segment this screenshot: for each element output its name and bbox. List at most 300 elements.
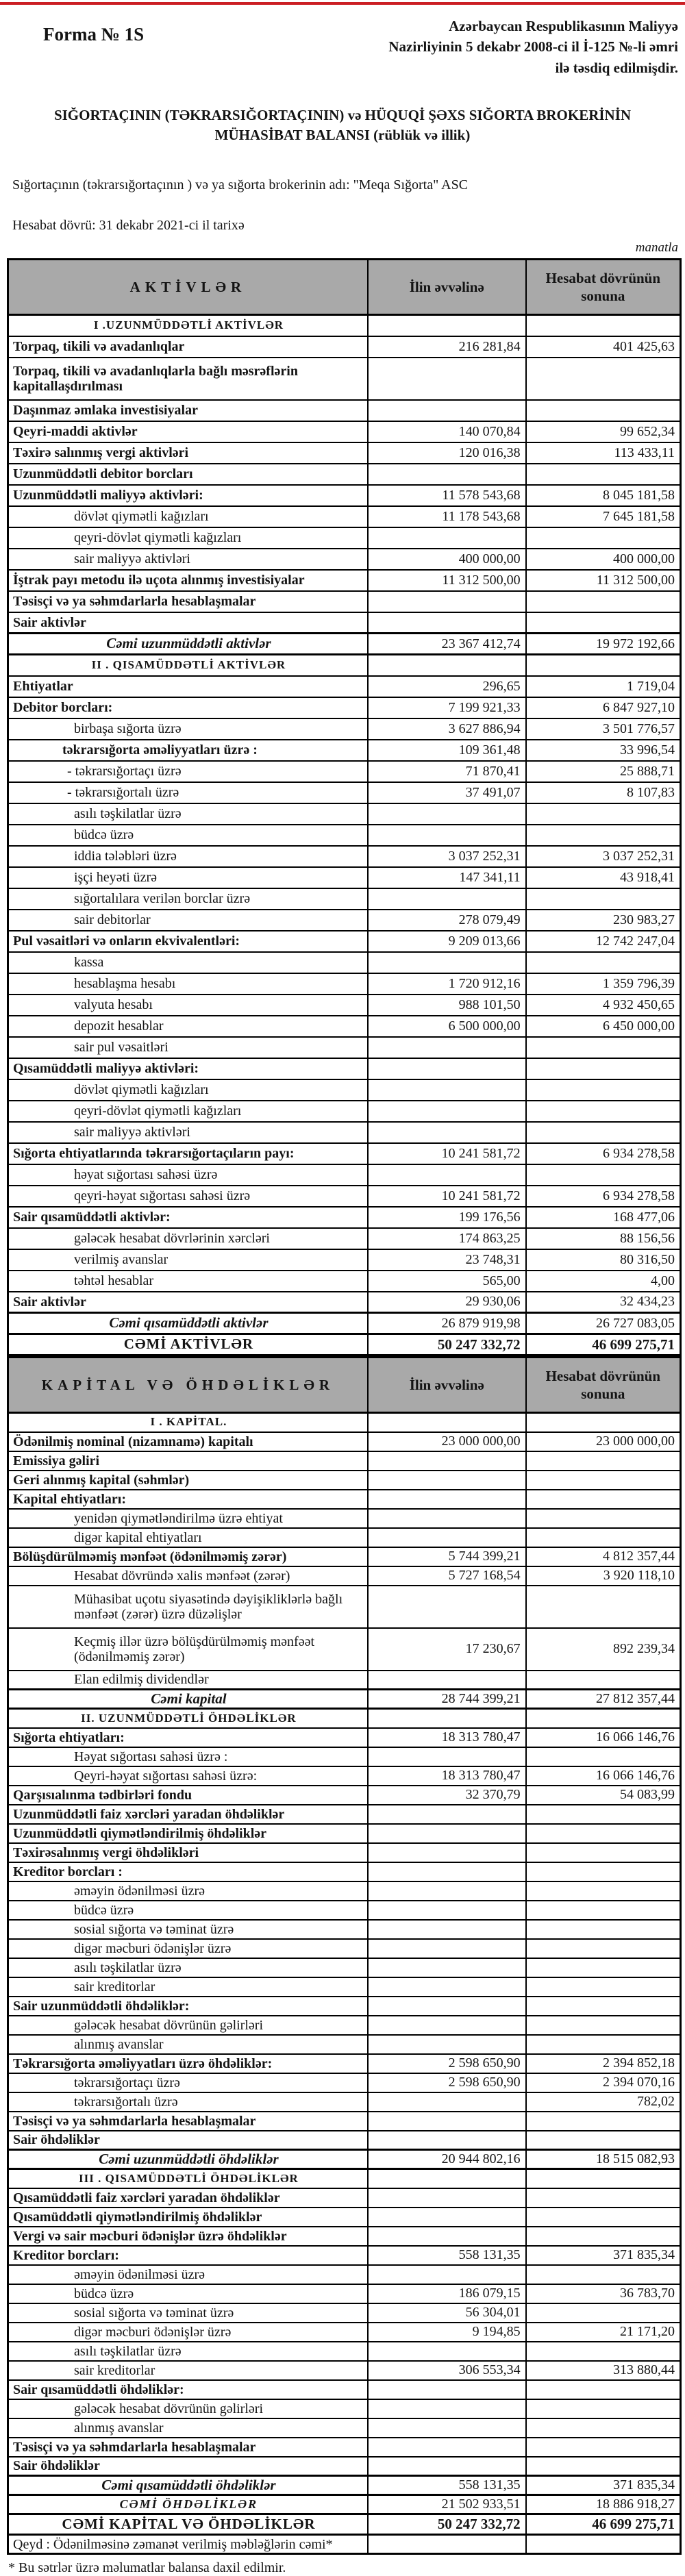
row-label: Keçmiş illər üzrə bölüşdürülməmiş mənfəət (ödənilməmiş zərər) (8, 1628, 368, 1671)
table-row (8, 1313, 681, 1334)
value-start-of-year: 296,65 (368, 676, 526, 697)
row-label: I . KAPİTAL. (8, 1413, 368, 1432)
row-label: iddia tələbləri üzrə (8, 846, 368, 867)
row-label: Cəmi kapital (8, 1690, 368, 1709)
table-row (8, 1122, 681, 1143)
value-start-of-year (368, 2418, 526, 2438)
row-label: büdcə üzrə (8, 2284, 368, 2303)
row-label: Uzunmüddətli qiymətləndirilmiş öhdəliklər (8, 1824, 368, 1843)
table-row (8, 1471, 681, 1490)
table-row (8, 1547, 681, 1566)
value-start-of-year (368, 1958, 526, 1977)
value-start-of-year: 71 870,41 (368, 761, 526, 782)
row-label: Kreditor borcları: (8, 2246, 368, 2265)
row-label: Sair öhdəliklər (8, 2131, 368, 2150)
document-title-line-1: SIĞORTAÇININ (TƏKRARSIĞORTAÇININ) və HÜQUQİ ŞƏXS SIĞORTA BROKERİNİN (53, 107, 632, 124)
table-row (8, 846, 681, 867)
table-row (8, 1016, 681, 1037)
value-end-of-period: 371 835,34 (526, 2476, 681, 2495)
value-start-of-year (368, 591, 526, 612)
table-row (8, 2073, 681, 2092)
table-row (8, 1843, 681, 1862)
value-start-of-year: 216 281,84 (368, 336, 526, 358)
row-label: CƏMİ ÖHDƏLİKLƏR (8, 2495, 368, 2514)
value-end-of-period: 46 699 275,71 (526, 1334, 681, 1355)
table-row (8, 655, 681, 676)
row-label: Həyat sığortası sahəsi üzrə : (8, 1747, 368, 1766)
value-end-of-period (526, 2399, 681, 2418)
value-start-of-year (368, 2188, 526, 2208)
row-label: digər məcburi ödənişlər üzrə (8, 1939, 368, 1958)
table-row (8, 1805, 681, 1824)
value-start-of-year (368, 1528, 526, 1547)
row-label: gələcək hesabat dövrlərinin xərcləri (8, 1228, 368, 1249)
value-start-of-year (368, 1413, 526, 1432)
row-label: Vergi və sair məcburi ödənişlər üzrə öhdəliklər (8, 2227, 368, 2246)
value-start-of-year (368, 1164, 526, 1186)
table-row (8, 676, 681, 697)
table-row (8, 2131, 681, 2150)
table-row (8, 1101, 681, 1122)
row-label: alınmış avanslar (8, 2418, 368, 2438)
value-end-of-period (526, 1709, 681, 1728)
row-label: sair kreditorlar (8, 1977, 368, 1997)
row-label: CƏMİ KAPİTAL VƏ ÖHDƏLİKLƏR (8, 2514, 368, 2535)
row-label: Uzunmüddətli faiz xərcləri yaradan öhdəliklər (8, 1805, 368, 1824)
value-start-of-year (368, 612, 526, 634)
row-label: təkrarsığorta əməliyyatları üzrə : (8, 740, 368, 761)
value-start-of-year: 2 598 650,90 (368, 2073, 526, 2092)
row-label: Sair qısamüddətli aktivlər: (8, 1207, 368, 1228)
currency-note: manatla (635, 240, 678, 255)
value-start-of-year (368, 1079, 526, 1101)
table-row (8, 2476, 681, 2495)
value-end-of-period: 23 000 000,00 (526, 1432, 681, 1451)
value-start-of-year (368, 1901, 526, 1920)
row-label: Sair aktivlər (8, 1292, 368, 1313)
liabilities-header-col1: İlin əvvəlinə (368, 1358, 526, 1413)
row-label: Qısamüddətli qiymətləndirilmiş öhdəliklər (8, 2208, 368, 2227)
assets-header-col2: Hesabat dövrünün sonuna (526, 260, 681, 315)
value-end-of-period: 313 880,44 (526, 2361, 681, 2380)
value-end-of-period (526, 2265, 681, 2284)
table-row (8, 1586, 681, 1628)
value-start-of-year: 7 199 921,33 (368, 697, 526, 718)
value-end-of-period (526, 1997, 681, 2016)
table-row (8, 1977, 681, 1997)
row-label: sosial sığorta və təminat üzrə (8, 2303, 368, 2323)
value-start-of-year (368, 1586, 526, 1628)
value-end-of-period (526, 2188, 681, 2208)
value-end-of-period: 401 425,63 (526, 336, 681, 358)
value-start-of-year (368, 655, 526, 676)
value-start-of-year: 109 361,48 (368, 740, 526, 761)
row-label: Geri alınmış kapital (səhmlər) (8, 1471, 368, 1490)
value-end-of-period (526, 1490, 681, 1509)
table-row (8, 1881, 681, 1901)
row-label: əməyin ödənilməsi üzrə (8, 2265, 368, 2284)
table-row (8, 867, 681, 888)
value-end-of-period (526, 1471, 681, 1490)
value-start-of-year: 56 304,01 (368, 2303, 526, 2323)
value-start-of-year: 2 598 650,90 (368, 2054, 526, 2073)
value-end-of-period (526, 1843, 681, 1862)
row-label: birbaşa sığorta üzrə (8, 718, 368, 740)
value-end-of-period (526, 1037, 681, 1058)
value-end-of-period: 3 037 252,31 (526, 846, 681, 867)
row-label: Uzunmüddətli maliyyə aktivləri: (8, 485, 368, 506)
row-label: təhtəl hesablar (8, 1271, 368, 1292)
value-end-of-period: 4 812 357,44 (526, 1547, 681, 1566)
value-start-of-year (368, 1747, 526, 1766)
table-row (8, 1997, 681, 2016)
table-row (8, 931, 681, 952)
value-start-of-year: 558 131,35 (368, 2476, 526, 2495)
table-row (8, 1862, 681, 1881)
row-label: Hesabat dövründə xalis mənfəət (zərər) (8, 1566, 368, 1586)
table-row (8, 995, 681, 1016)
row-label: Qeyri-maddi aktivlər (8, 421, 368, 442)
table-row (8, 2535, 681, 2554)
value-start-of-year (368, 1451, 526, 1471)
table-row (8, 1566, 681, 1586)
liabilities-balance-table (7, 1356, 682, 2555)
value-start-of-year (368, 2092, 526, 2112)
value-start-of-year (368, 2535, 526, 2554)
row-label: sair maliyyə aktivləri (8, 549, 368, 570)
table-row (8, 1432, 681, 1451)
table-row (8, 570, 681, 591)
value-end-of-period: 2 394 852,18 (526, 2054, 681, 2073)
row-label: Mühasibat uçotu siyasətində dəyişikliklərlə bağlı mənfəət (zərər) üzrə düzəlişlər (8, 1586, 368, 1628)
value-start-of-year: 9 209 013,66 (368, 931, 526, 952)
value-end-of-period: 19 972 192,66 (526, 634, 681, 655)
row-label: asılı təşkilatlar üzrə (8, 2342, 368, 2361)
value-end-of-period (526, 888, 681, 910)
table-row (8, 1334, 681, 1355)
value-start-of-year (368, 2342, 526, 2361)
value-start-of-year: 1 720 912,16 (368, 973, 526, 995)
value-end-of-period (526, 2380, 681, 2399)
value-start-of-year (368, 1805, 526, 1824)
value-start-of-year: 20 944 802,16 (368, 2150, 526, 2169)
value-start-of-year (368, 2399, 526, 2418)
table-row (8, 1824, 681, 1843)
table-row (8, 2457, 681, 2476)
table-row (8, 1490, 681, 1509)
table-row (8, 442, 681, 464)
row-label: büdcə üzrə (8, 825, 368, 846)
value-end-of-period: 4 932 450,65 (526, 995, 681, 1016)
table-row (8, 315, 681, 336)
value-end-of-period: 6 934 278,58 (526, 1143, 681, 1164)
value-end-of-period: 4,00 (526, 1271, 681, 1292)
row-label: Qeyd : Ödənilməsinə zəmanət verilmiş məbləğlərin cəmi* (8, 2535, 368, 2554)
row-label: Qeyri-həyat sığortası sahəsi üzrə: (8, 1766, 368, 1786)
table-row (8, 1451, 681, 1471)
value-start-of-year (368, 2438, 526, 2457)
row-label: sair maliyyə aktivləri (8, 1122, 368, 1143)
value-start-of-year (368, 464, 526, 485)
value-start-of-year: 21 502 933,51 (368, 2495, 526, 2514)
value-start-of-year: 174 863,25 (368, 1228, 526, 1249)
table-row (8, 1228, 681, 1249)
row-label: İştrak payı metodu ilə uçota alınmış investisiyalar (8, 570, 368, 591)
row-label: asılı təşkilatlar üzrə (8, 803, 368, 825)
insurer-name-line: Sığortaçının (təkrarsığortaçının ) və ya sığorta brokerinin adı: "Meqa Sığorta" ASC (12, 177, 469, 192)
value-end-of-period: 33 996,54 (526, 740, 681, 761)
row-label: dövlət qiymətli kağızları (8, 506, 368, 527)
row-label: Sair öhdəliklər (8, 2457, 368, 2476)
table-row (8, 336, 681, 358)
row-label: Kapital ehtiyatları: (8, 1490, 368, 1509)
table-row (8, 2054, 681, 2073)
value-start-of-year: 18 313 780,47 (368, 1766, 526, 1786)
value-end-of-period (526, 1805, 681, 1824)
value-end-of-period (526, 2438, 681, 2457)
row-label: - təkrarsığortaçı üzrə (8, 761, 368, 782)
value-end-of-period: 230 983,27 (526, 910, 681, 931)
table-row (8, 1709, 681, 1728)
value-end-of-period (526, 527, 681, 549)
value-start-of-year: 26 879 919,98 (368, 1313, 526, 1334)
value-end-of-period (526, 612, 681, 634)
table-row (8, 549, 681, 570)
value-end-of-period: 80 316,50 (526, 1249, 681, 1271)
document-header (0, 5, 685, 78)
value-end-of-period: 113 433,11 (526, 442, 681, 464)
value-end-of-period (526, 2457, 681, 2476)
value-start-of-year (368, 1471, 526, 1490)
row-label: verilmiş avanslar (8, 1249, 368, 1271)
row-label: təkrarsığortaçı üzrə (8, 2073, 368, 2092)
table-row (8, 2514, 681, 2535)
value-end-of-period (526, 2035, 681, 2054)
value-start-of-year: 558 131,35 (368, 2246, 526, 2265)
value-end-of-period: 16 066 146,76 (526, 1728, 681, 1747)
value-end-of-period: 36 783,70 (526, 2284, 681, 2303)
value-start-of-year (368, 1058, 526, 1079)
value-start-of-year: 3 037 252,31 (368, 846, 526, 867)
row-label: Qısamüddətli faiz xərcləri yaradan öhdəliklər (8, 2188, 368, 2208)
value-start-of-year (368, 1490, 526, 1509)
row-label: gələcək hesabat dövrünün gəlirləri (8, 2399, 368, 2418)
row-label: I .UZUNMÜDDƏTLİ AKTİVLƏR (8, 315, 368, 336)
table-row (8, 421, 681, 442)
row-label: təkrarsığortalı üzrə (8, 2092, 368, 2112)
value-end-of-period (526, 655, 681, 676)
table-row (8, 2418, 681, 2438)
value-end-of-period: 27 812 357,44 (526, 1690, 681, 1709)
value-end-of-period (526, 825, 681, 846)
value-end-of-period (526, 2169, 681, 2188)
row-label: qeyri-dövlət qiymətli kağızları (8, 1101, 368, 1122)
value-end-of-period (526, 2208, 681, 2227)
row-label: gələcək hesabat dövrünün gəlirləri (8, 2016, 368, 2035)
value-start-of-year (368, 2131, 526, 2150)
row-label: Sair uzunmüddətli öhdəliklər: (8, 1997, 368, 2016)
value-start-of-year: 32 370,79 (368, 1786, 526, 1805)
value-end-of-period (526, 1122, 681, 1143)
table-row (8, 2227, 681, 2246)
value-start-of-year: 6 500 000,00 (368, 1016, 526, 1037)
value-end-of-period (526, 1058, 681, 1079)
table-row (8, 1901, 681, 1920)
row-label: CƏMİ AKTİVLƏR (8, 1334, 368, 1355)
value-start-of-year (368, 2457, 526, 2476)
value-start-of-year: 400 000,00 (368, 549, 526, 570)
table-row (8, 1628, 681, 1671)
row-label: III . QISAMÜDDƏTLİ ÖHDƏLİKLƏR (8, 2169, 368, 2188)
row-label: işçi heyəti üzrə (8, 867, 368, 888)
table-row (8, 1747, 681, 1766)
value-end-of-period: 21 171,20 (526, 2323, 681, 2342)
value-end-of-period: 54 083,99 (526, 1786, 681, 1805)
value-start-of-year (368, 358, 526, 400)
table-row (8, 2246, 681, 2265)
value-start-of-year: 23 748,31 (368, 1249, 526, 1271)
table-row (8, 2188, 681, 2208)
value-start-of-year: 306 553,34 (368, 2361, 526, 2380)
row-label: Kreditor borcları : (8, 1862, 368, 1881)
table-row (8, 2323, 681, 2342)
value-end-of-period (526, 952, 681, 973)
row-label: Elan edilmiş dividendlər (8, 1671, 368, 1690)
value-start-of-year (368, 315, 526, 336)
row-label: sosial sığorta və təminat üzrə (8, 1920, 368, 1939)
value-end-of-period (526, 2227, 681, 2246)
value-end-of-period (526, 1901, 681, 1920)
table-row (8, 1958, 681, 1977)
value-end-of-period: 6 450 000,00 (526, 1016, 681, 1037)
value-start-of-year (368, 952, 526, 973)
value-start-of-year (368, 1939, 526, 1958)
value-start-of-year: 5 744 399,21 (368, 1547, 526, 1566)
value-start-of-year (368, 1881, 526, 1901)
value-start-of-year: 3 627 886,94 (368, 718, 526, 740)
row-label: digər məcburi ödənişlər üzrə (8, 2323, 368, 2342)
value-start-of-year (368, 400, 526, 421)
table-row (8, 464, 681, 485)
row-label: sair debitorlar (8, 910, 368, 931)
value-end-of-period: 12 742 247,04 (526, 931, 681, 952)
row-label: qeyri-həyat sığortası sahəsi üzrə (8, 1186, 368, 1207)
value-end-of-period: 46 699 275,71 (526, 2514, 681, 2535)
value-start-of-year (368, 1122, 526, 1143)
row-label: Qarşısıalınma tədbirləri fondu (8, 1786, 368, 1805)
table-row (8, 1939, 681, 1958)
row-label: digər kapital ehtiyatları (8, 1528, 368, 1547)
value-start-of-year: 17 230,67 (368, 1628, 526, 1671)
value-end-of-period (526, 1862, 681, 1881)
value-end-of-period (526, 2303, 681, 2323)
value-end-of-period (526, 1101, 681, 1122)
value-end-of-period: 782,02 (526, 2092, 681, 2112)
table-row (8, 1037, 681, 1058)
value-start-of-year (368, 2016, 526, 2035)
value-start-of-year (368, 803, 526, 825)
value-end-of-period (526, 1939, 681, 1958)
table-row (8, 2361, 681, 2380)
table-row (8, 2035, 681, 2054)
value-start-of-year (368, 1037, 526, 1058)
value-end-of-period (526, 1920, 681, 1939)
value-end-of-period: 6 934 278,58 (526, 1186, 681, 1207)
value-end-of-period: 7 645 181,58 (526, 506, 681, 527)
value-start-of-year (368, 825, 526, 846)
row-label: - təkrarsığortalı üzrə (8, 782, 368, 803)
value-end-of-period: 2 394 070,16 (526, 2073, 681, 2092)
balance-footnote: * Bu sətrlər üzrə məlumatlar balansa daxil edilmir. (8, 2560, 286, 2576)
value-start-of-year (368, 1824, 526, 1843)
table-row (8, 527, 681, 549)
liabilities-header-row (8, 1358, 681, 1413)
row-label: yenidən qiymətləndirilmə üzrə ehtiyat (8, 1509, 368, 1528)
value-end-of-period (526, 1528, 681, 1547)
row-label: dövlət qiymətli kağızları (8, 1079, 368, 1101)
row-label: Təxirə salınmış vergi aktivləri (8, 442, 368, 464)
value-start-of-year (368, 2227, 526, 2246)
value-start-of-year: 29 930,06 (368, 1292, 526, 1313)
row-label: Sığorta ehtiyatlarında təkrarsığortaçıların payı: (8, 1143, 368, 1164)
table-row (8, 1143, 681, 1164)
value-end-of-period: 168 477,06 (526, 1207, 681, 1228)
table-row (8, 2495, 681, 2514)
table-row (8, 1766, 681, 1786)
table-row (8, 952, 681, 973)
row-label: Debitor borcları: (8, 697, 368, 718)
table-row (8, 910, 681, 931)
value-end-of-period: 8 107,83 (526, 782, 681, 803)
value-end-of-period: 892 239,34 (526, 1628, 681, 1671)
value-start-of-year (368, 1977, 526, 1997)
table-row (8, 1920, 681, 1939)
value-start-of-year: 11 178 543,68 (368, 506, 526, 527)
value-end-of-period (526, 1413, 681, 1432)
value-end-of-period: 6 847 927,10 (526, 697, 681, 718)
value-end-of-period (526, 591, 681, 612)
value-start-of-year: 140 070,84 (368, 421, 526, 442)
value-start-of-year: 18 313 780,47 (368, 1728, 526, 1747)
row-label: Daşınmaz əmlaka investisiyalar (8, 400, 368, 421)
value-start-of-year: 37 491,07 (368, 782, 526, 803)
value-start-of-year (368, 1997, 526, 2016)
approval-note (388, 16, 678, 78)
row-label: II. UZUNMÜDDƏTLİ ÖHDƏLİKLƏR (8, 1709, 368, 1728)
table-row (8, 1690, 681, 1709)
table-row (8, 1058, 681, 1079)
value-start-of-year (368, 888, 526, 910)
row-label: Uzunmüddətli debitor borcları (8, 464, 368, 485)
value-end-of-period: 43 918,41 (526, 867, 681, 888)
value-start-of-year: 11 312 500,00 (368, 570, 526, 591)
assets-header-title: AKTİVLƏR (8, 260, 368, 315)
value-start-of-year (368, 2265, 526, 2284)
table-row (8, 2169, 681, 2188)
table-row (8, 2342, 681, 2361)
value-start-of-year: 23 000 000,00 (368, 1432, 526, 1451)
table-row (8, 1413, 681, 1432)
value-start-of-year: 11 578 543,68 (368, 485, 526, 506)
row-label: hesablaşma hesabı (8, 973, 368, 995)
row-label: II . QISAMÜDDƏTLİ AKTİVLƏR (8, 655, 368, 676)
value-end-of-period: 26 727 083,05 (526, 1313, 681, 1334)
value-start-of-year (368, 1709, 526, 1728)
value-end-of-period (526, 1079, 681, 1101)
table-row (8, 761, 681, 782)
value-start-of-year: 50 247 332,72 (368, 1334, 526, 1355)
assets-header-row (8, 260, 681, 315)
